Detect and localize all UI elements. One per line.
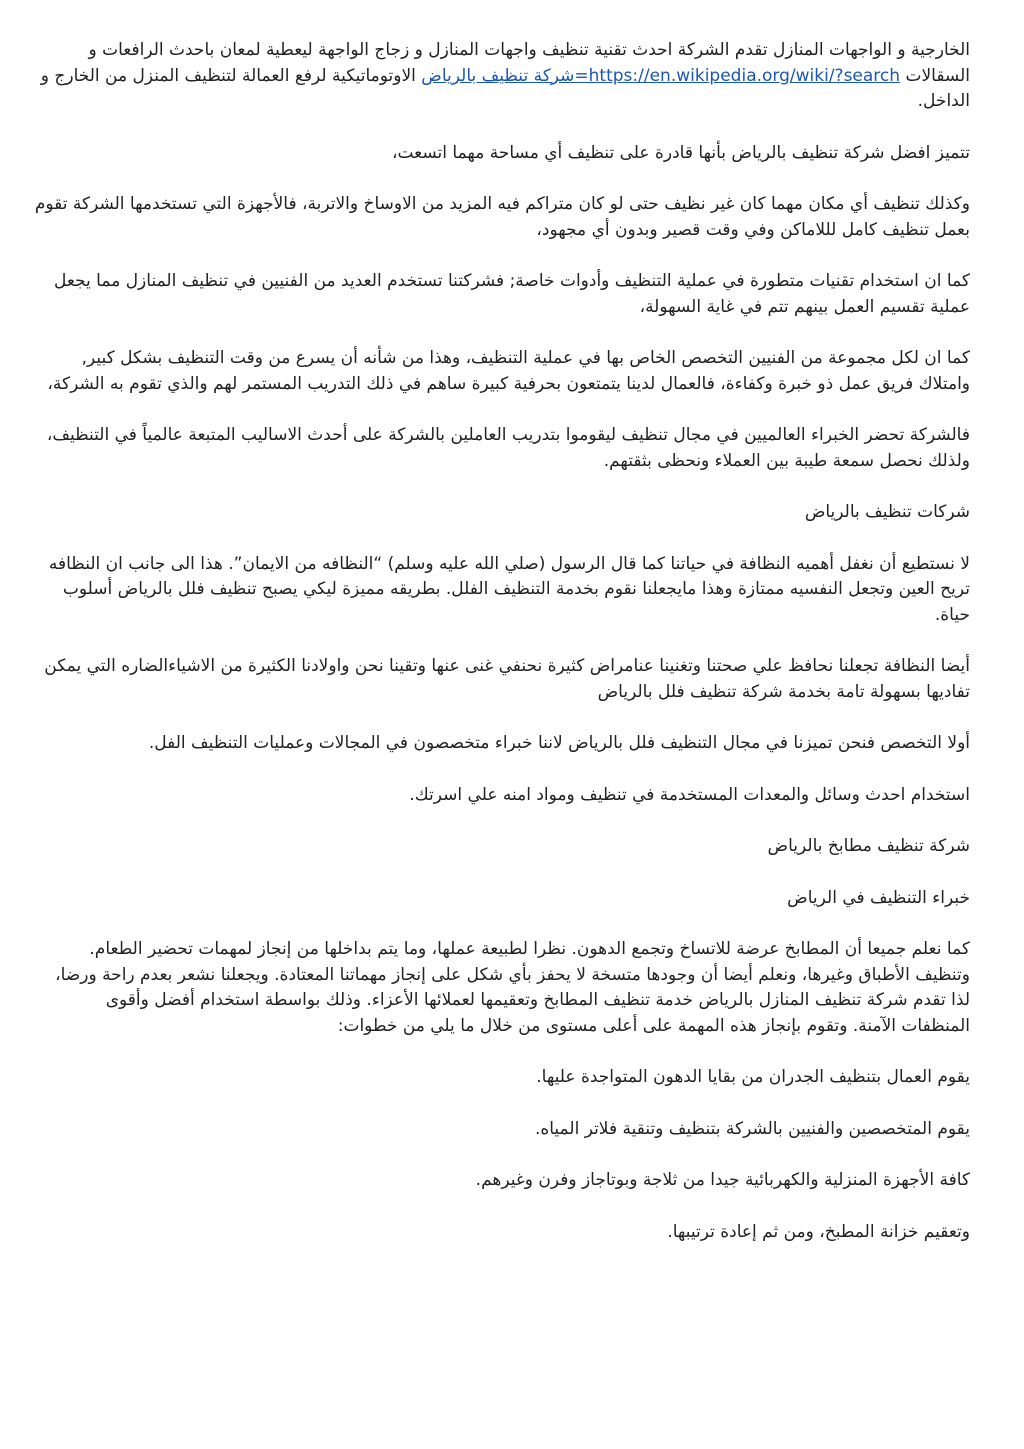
paragraph-10: كما نعلم جميعا أن المطابخ عرضة للاتساخ وتجمع الدهون. نظرا لطبيعة عملها، وما يتم بداخلها من إنجاز لمهمات تحضير الطعام. وتنظيف الأطباق وغيرها، ونعلم أيضا أن وجودها متسخة لا يحفز بأي شكل على إنجاز مهماتنا المعتادة. ويجعلنا نشعر بعدم راحة ورضا، لذا تقدم شركة تنظيف المنازل بالرياض خدمة تنظيف المطابخ وتعقيمها لعملائها الأعزاء. وذلك بواسطة استخدام أفضل وأقوى المنظفات الآمنة. وتقوم بإنجاز هذه المهمة على أعلى مستوى من خلال ما يلي من خطوات: bbox=[55, 939, 970, 1036]
paragraph-1: تتميز افضل شركة تنظيف بالرياض بأنها قادرة على تنظيف أي مساحة مهما اتسعت، bbox=[392, 142, 970, 163]
section-heading-cleaning-companies: شركات تنظيف بالرياض bbox=[804, 502, 970, 522]
paragraph-2: وكذلك تنظيف أي مكان مهما كان غير نظيف حتى لو كان متراكم فيه المزيد من الاوساخ والاتربة، فالأجهزة التي تستخدمها الشركة تقوم بعمل تنظيف كامل لللاماكن وفي وقت قصير وبدون أي مجهود، bbox=[34, 194, 970, 240]
paragraph-4: كما ان لكل مجموعة من الفنيين التخصص الخاص بها في عملية التنظيف، وهذا من شأنه أن يسرع من وقت التنظيف بشكل كبير, وامتلاك فريق عمل ذو خبرة وكفاءة، فالعمال لدينا يتمتعون بحرفية كبيرة ساهم في ذلك التدريب المستمر لهم والذي تقوم به الشركة، bbox=[47, 348, 970, 394]
paragraph-3: كما ان استخدام تقنيات متطورة في عملية التنظيف وأدوات خاصة; فشركتنا تستخدم العديد من الفنيين في تنظيف المنازل مما يجعل عملية تقسيم العمل بينهم تتم في غاية السهولة، bbox=[54, 271, 970, 317]
paragraph-8: أولا التخصص فنحن تميزنا في مجال التنظيف فلل بالرياض لاننا خبراء متخصصون في المجالات وعمليات التنظيف الفل. bbox=[148, 733, 970, 753]
step-item-water-filters: يقوم المتخصصين والفنيين بالشركة بتنظيف وتنقية فلاتر المياه. bbox=[534, 1118, 970, 1139]
step-item-cabinets: وتعقيم خزانة المطبخ، ومن ثم إعادة ترتيبها. bbox=[667, 1221, 970, 1242]
section-heading-kitchen-cleaning: شركة تنظيف مطابخ بالرياض bbox=[767, 836, 970, 856]
paragraph-7: أيضا النظافة تجعلنا نحافظ علي صحتنا وتغنينا عنامراض كثيرة نحنفي غنى عنها وتقينا نحن واولادنا الكثيرة من الاشياءالضاره التي يمكن تفاديها بسهولة تامة بخدمة شركة تنظيف فلل بالرياض bbox=[44, 656, 970, 702]
step-item-walls: يقوم العمال بتنظيف الجدران من بقايا الدهون المتواجدة عليها. bbox=[536, 1067, 970, 1087]
paragraph-9: استخدام احدث وسائل والمعدات المستخدمة في تنظيف ومواد امنه علي اسرتك. bbox=[409, 784, 970, 805]
step-item-appliances: كافة الأجهزة المنزلية والكهربائية جيدا من ثلاجة وبوتاجاز وفرن وغيرهم. bbox=[475, 1170, 970, 1190]
wikipedia-search-link[interactable]: https://en.wikipedia.org/wiki/?search=شركة تنظيف بالرياض bbox=[421, 65, 901, 86]
intro-paragraph bbox=[34, 38, 970, 115]
section-heading-cleaning-experts: خبراء التنظيف في الرياض bbox=[787, 887, 970, 908]
paragraph-6: لا نستطيع أن نغفل أهميه النظافة في حياتنا كما قال الرسول (صلي الله عليه وسلم) “النظافه من الايمان”. هذا الى جانب ان النظافه تريح العين وتجعل النفسيه ممتازة وهذا مايجعلنا نقوم بخدمة التنظيف الفلل. بطريقه مميزة ليكي يصبح تنظيف فلل بالرياض أسلوب حياة. bbox=[48, 553, 970, 625]
intro-text-start: الخارجية و الواجهات المنازل تقدم الشركة احدث تقنية تنظيف واجهات المنازل و زجاج الواجهة ليعطية لمعان باحدث الرافعات و السقالات bbox=[88, 40, 970, 86]
intro-text-end: الاوتوماتيكية لرفع العمالة لتنظيف المنزل من الخارج و الداخل. bbox=[40, 65, 970, 111]
paragraph-5: فالشركة تحضر الخبراء العالميين في مجال تنظيف ليقوموا بتدريب العاملين بالشركة على أحدث الاساليب المتبعة عالمياً في التنظيف، ولذلك نحصل سمعة طيبة بين العملاء ونحظى بثقتهم. bbox=[46, 425, 970, 471]
